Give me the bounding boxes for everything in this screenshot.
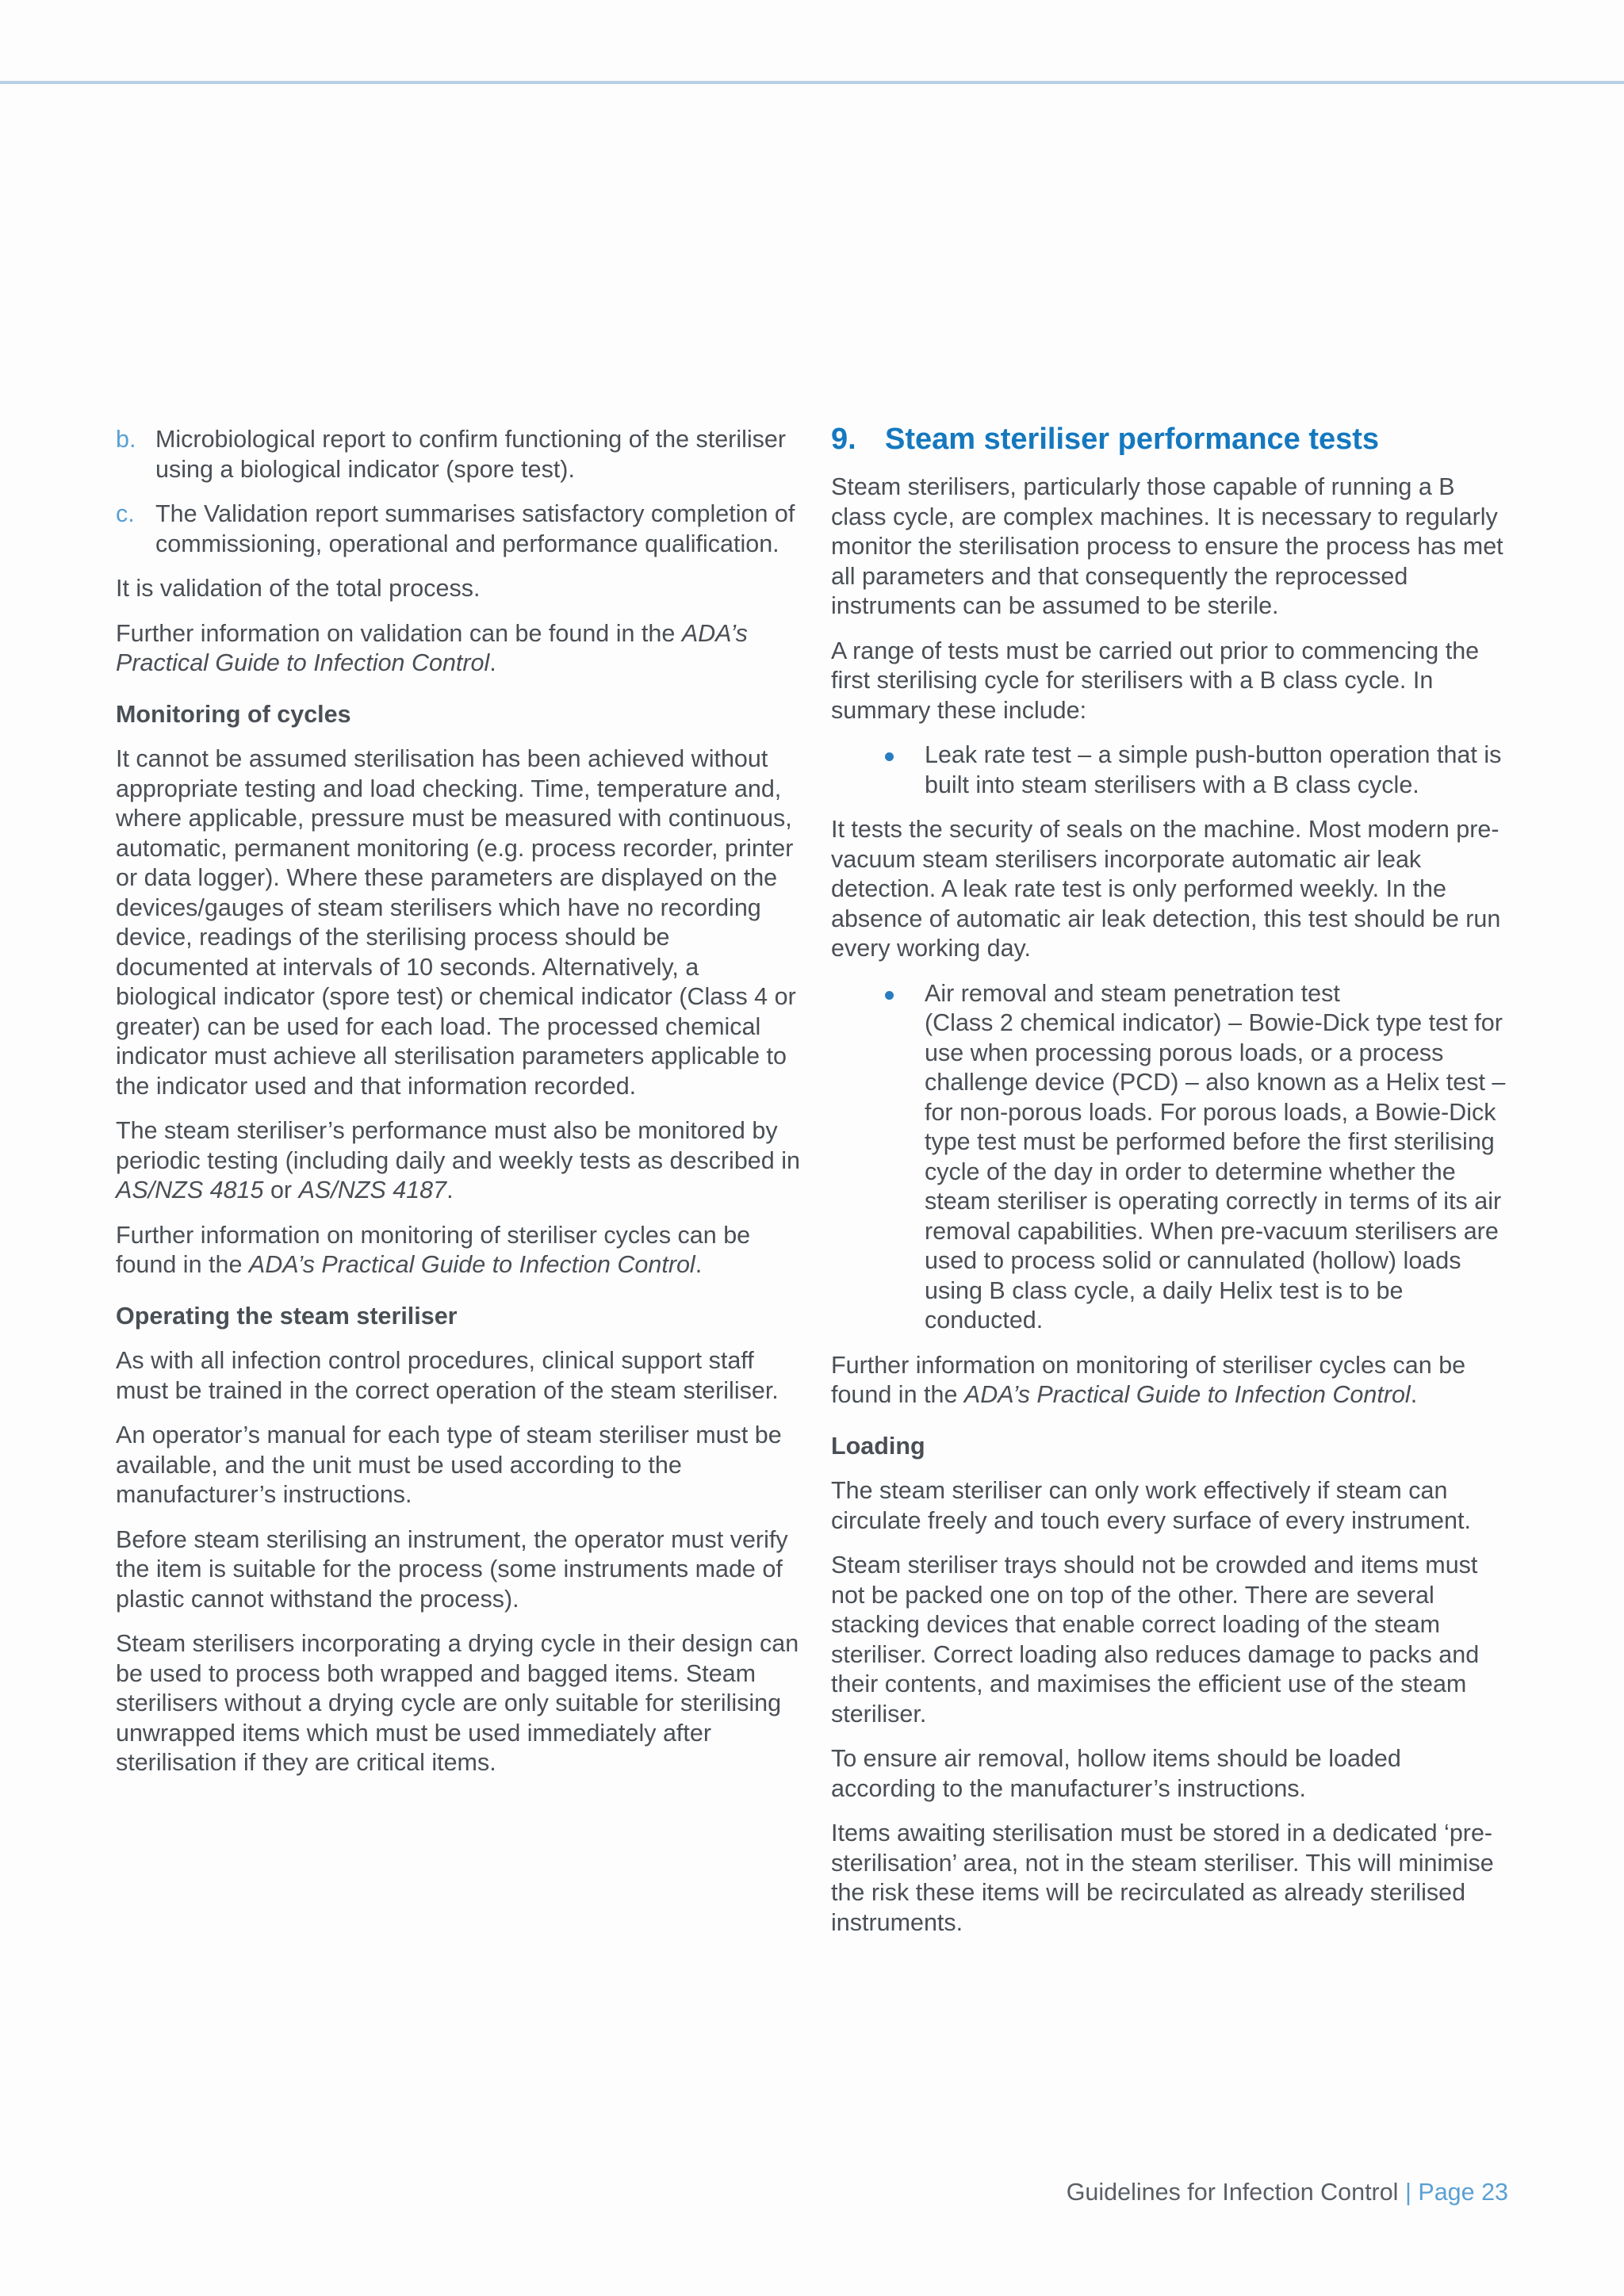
text-span: .: [695, 1251, 703, 1278]
paragraph-further-monitoring-right: [831, 1351, 1510, 1410]
paragraph-op3: Before steam sterilising an instrument, the operator must verify the item is suitable for the process (some instruments made of plastic cannot withstand the process).: [116, 1525, 788, 1613]
paragraph-intro: Steam sterilisers, particularly those capable of running a B class cycle, are complex machines. It is necessary to regularly monitor the sterilisation process to ensure the process has met all parameters and that consequently the reprocessed instruments can be assumed to be sterile.: [831, 473, 1503, 619]
standard-ref: AS/NZS 4187: [298, 1177, 447, 1203]
left-column: [116, 425, 801, 1793]
text-span: .: [489, 649, 496, 676]
bullet-text: (Class 2 chemical indicator) – Bowie-Dick type test for use when processing porous loads, or a process challenge device (PCD) – also known as a Helix test – for non-porous loads. For porous loads, a Bowie-Dick type test must be performed before the first sterilising cycle of the day in order to determine whether the steam steriliser is operating correctly in terms of its air removal capabilities. When pre-vacuum sterilisers are used to process solid or cannulated (hollow) loads using B class cycle, a daily Helix test is to be conducted.: [925, 1009, 1506, 1334]
section-title: Steam steriliser performance tests: [885, 423, 1380, 456]
reference-title: ADA’s Practical Guide to Infection Control: [248, 1251, 695, 1278]
list-item-c: [116, 499, 801, 559]
text-span: Further information on validation can be found in the: [116, 619, 682, 647]
bullet-icon: [885, 752, 894, 761]
text-span: .: [1410, 1381, 1418, 1408]
paragraph-op2: An operator’s manual for each type of steam steriliser must be available, and the unit must be used according to the manufacturer’s instructions.: [116, 1422, 782, 1508]
reference-title: ADA’s Practical Guide to Infection Control: [963, 1381, 1411, 1408]
text-span: .: [446, 1177, 454, 1203]
footer-title: Guidelines for Infection Control: [1066, 2179, 1399, 2206]
subheading-monitoring: Monitoring of cycles: [116, 700, 351, 728]
list-marker-c: c.: [116, 500, 135, 527]
reference-title: ADA’s Practical Guide to Infection Control: [116, 619, 748, 676]
bullet-leak-rate: [831, 740, 1510, 800]
section-heading: [831, 420, 1510, 458]
list-text-b: Microbiological report to confirm functioning of the steriliser using a biological indicator (spore test).: [155, 426, 787, 483]
subheading-operating: Operating the steam steriliser: [116, 1302, 458, 1330]
bullet-air-removal: [831, 979, 1510, 1336]
bullet-text: a simple push-button operation that is built into steam sterilisers with a B class cycle.: [925, 741, 1502, 798]
paragraph-load2: Steam steriliser trays should not be crowded and items must not be packed one on top of the other. There are several stacking devices that enable correct loading of the steam steriliser. Correct loading also reduces damage to packs and their contents, and maximises the efficient use of the steam steriliser.: [831, 1552, 1480, 1728]
paragraph-load1: The steam steriliser can only work effectively if steam can circulate freely and touch every surface of every instrument.: [831, 1477, 1471, 1534]
bullet-lead: Air removal and steam penetration test: [925, 979, 1340, 1007]
standard-ref: AS/NZS 4815: [116, 1177, 264, 1203]
paragraph-load3: To ensure air removal, hollow items should be loaded according to the manufacturer’s instructions.: [831, 1745, 1401, 1802]
text-span: or: [263, 1177, 299, 1203]
page-number: Page 23: [1418, 2179, 1508, 2206]
paragraph-further-monitoring: [116, 1221, 801, 1280]
paragraph-range: A range of tests must be carried out prior to commencing the first sterilising cycle for sterilisers with a B class cycle. In summary these include:: [831, 637, 1480, 724]
section-number: 9.: [831, 423, 856, 456]
list-marker-b: b.: [116, 426, 136, 453]
list-text-c: The Validation report summarises satisfactory completion of commissioning, operational and performance qualification.: [155, 500, 795, 557]
paragraph-leak: It tests the security of seals on the machine. Most modern pre-vacuum steam sterilisers incorporate automatic air leak detection. A leak rate test is only performed weekly. In the absence of automatic air leak detection, this test should be run every working day.: [831, 816, 1501, 962]
subheading-loading: Loading: [831, 1432, 925, 1460]
right-column: [831, 425, 1510, 1953]
paragraph-op4: Steam sterilisers incorporating a drying cycle in their design can be used to process both wrapped and bagged items. Steam sterilisers without a drying cycle are only suitable for sterilising unwrapped items which must be used immediately after sterilisation if they are critical items.: [116, 1630, 799, 1776]
paragraph-further-validation: [116, 619, 801, 679]
text-span: Further information on monitoring of steriliser cycles can be found in the: [116, 1221, 751, 1278]
bullet-lead: Leak rate test –: [925, 741, 1092, 768]
page-footer: [1067, 2177, 1508, 2207]
top-rule: [0, 81, 1624, 84]
paragraph-monitoring: It cannot be assumed sterilisation has been achieved without appropriate testing and load checking. Time, temperature and, where applicable, pressure must be measured with continuous, automatic, permanent monitoring (e.g. process recorder, printer or data logger). Where these parameters are displayed on the devices/gauges of steam sterilisers which have no recording device, readings of the sterilising process should be documented at intervals of 10 seconds. Alternatively, a biological indicator (spore test) or chemical indicator (Class 4 or greater) can be used for each load. The processed chemical indicator must achieve all sterilisation parameters applicable to the indicator used and that information recorded.: [116, 745, 796, 1100]
list-item-b: [116, 425, 801, 484]
paragraph-validation: It is validation of the total process.: [116, 575, 481, 602]
footer-separator: |: [1404, 2179, 1411, 2206]
paragraph-performance: [116, 1116, 801, 1206]
bullet-icon: [885, 991, 894, 1000]
paragraph-load4: Items awaiting sterilisation must be stored in a dedicated ‘pre-sterilisation’ area, not in the steam steriliser. This will minimise the risk these items will be recirculated as already sterilised instruments.: [831, 1820, 1494, 1936]
paragraph-op1: As with all infection control procedures, clinical support staff must be trained in the correct operation of the steam steriliser.: [116, 1347, 779, 1404]
text-span: Further information on monitoring of steriliser cycles can be found in the: [831, 1351, 1466, 1408]
text-span: The steam steriliser’s performance must also be monitored by periodic testing (including daily and weekly tests as described in: [116, 1117, 800, 1174]
